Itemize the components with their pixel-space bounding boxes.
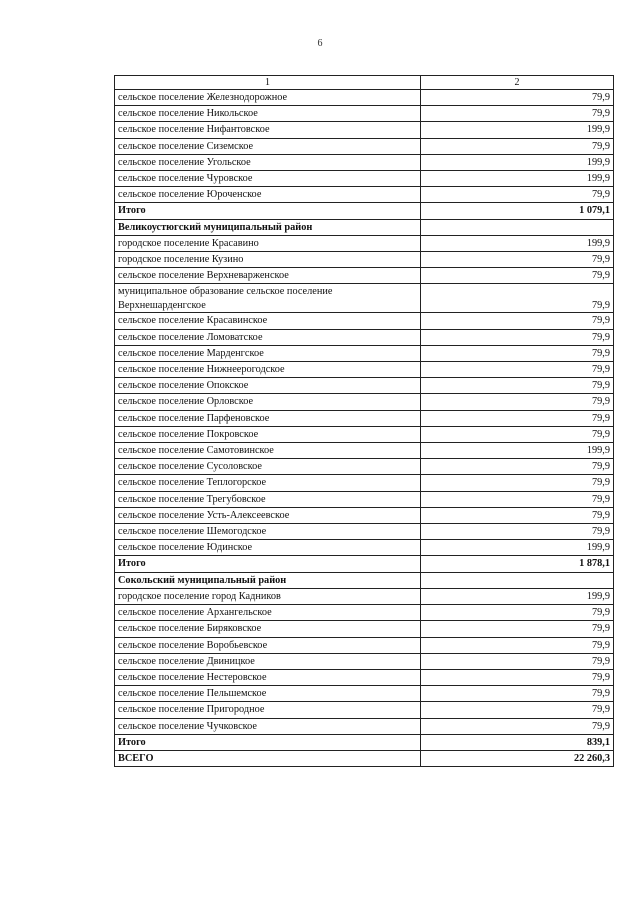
amount-cell: 199,9 [421, 171, 614, 187]
table-row [115, 154, 614, 170]
table-row [115, 653, 614, 669]
settlement-name-cell: сельское поселение Архангельское [115, 605, 421, 621]
table-row [115, 605, 614, 621]
amount-cell: 1 079,1 [421, 203, 614, 219]
amount-cell: 79,9 [421, 669, 614, 685]
settlement-name-cell: сельское поселение Опокское [115, 378, 421, 394]
amount-cell: 79,9 [421, 475, 614, 491]
settlement-name-cell: Итого [115, 556, 421, 572]
settlement-name-cell: Итого [115, 734, 421, 750]
amount-cell: 79,9 [421, 637, 614, 653]
settlement-name-cell: сельское поселение Трегубовское [115, 491, 421, 507]
amount-cell: 79,9 [421, 138, 614, 154]
amount-cell: 199,9 [421, 122, 614, 138]
table-header-row [115, 76, 614, 90]
amount-cell: 79,9 [421, 329, 614, 345]
settlement-name-cell: сельское поселение Угольское [115, 154, 421, 170]
settlement-name-cell: Великоустюгский муниципальный район [115, 219, 421, 235]
table-row [115, 491, 614, 507]
table-row [115, 588, 614, 604]
table-row [115, 122, 614, 138]
settlement-name-cell: городское поселение Красавино [115, 235, 421, 251]
total-row [115, 203, 614, 219]
amount-cell: 1 878,1 [421, 556, 614, 572]
settlement-name-cell: Итого [115, 203, 421, 219]
settlement-name-cell: сельское поселение Нижнеерогодское [115, 362, 421, 378]
amount-cell: 79,9 [421, 268, 614, 284]
settlement-name-cell: сельское поселение Юроченское [115, 187, 421, 203]
settlement-name-cell: сельское поселение Сиземское [115, 138, 421, 154]
amount-cell: 839,1 [421, 734, 614, 750]
amount-cell: 79,9 [421, 621, 614, 637]
settlement-name-cell: сельское поселение Чуровское [115, 171, 421, 187]
table-row [115, 106, 614, 122]
amount-cell: 199,9 [421, 235, 614, 251]
table-row [115, 507, 614, 523]
amount-cell [421, 219, 614, 235]
district-header-row [115, 572, 614, 588]
amount-cell: 79,9 [421, 410, 614, 426]
settlement-name-cell: сельское поселение Пригородное [115, 702, 421, 718]
settlement-name-cell: сельское поселение Усть-Алексеевское [115, 507, 421, 523]
settlement-name-cell: муниципальное образование сельское поселение Верхнешарденгское [115, 284, 421, 313]
table-row [115, 362, 614, 378]
amount-cell: 79,9 [421, 345, 614, 361]
district-header-row [115, 219, 614, 235]
table-row [115, 475, 614, 491]
table-body [115, 76, 614, 767]
settlement-name-cell: сельское поселение Нестеровское [115, 669, 421, 685]
table-row [115, 524, 614, 540]
settlement-name-cell: городское поселение Кузино [115, 252, 421, 268]
amount-cell [421, 572, 614, 588]
settlement-name-cell: сельское поселение Биряковское [115, 621, 421, 637]
table-row [115, 443, 614, 459]
settlement-name-cell: городское поселение город Кадников [115, 588, 421, 604]
amount-cell: 79,9 [421, 252, 614, 268]
settlement-name-cell: сельское поселение Чучковское [115, 718, 421, 734]
table-row [115, 284, 614, 313]
settlement-name-cell: ВСЕГО [115, 750, 421, 766]
settlement-name-cell: сельское поселение Двиницкое [115, 653, 421, 669]
settlement-name-cell: сельское поселение Покровское [115, 426, 421, 442]
settlement-name-cell: сельское поселение Никольское [115, 106, 421, 122]
settlement-name-cell: сельское поселение Верхневарженское [115, 268, 421, 284]
amount-cell: 79,9 [421, 106, 614, 122]
table-row [115, 621, 614, 637]
amount-cell: 79,9 [421, 718, 614, 734]
table-row [115, 686, 614, 702]
amount-cell: 79,9 [421, 426, 614, 442]
column-header-1: 1 [115, 76, 421, 90]
settlement-name-cell: сельское поселение Железнодорожное [115, 90, 421, 106]
table-row [115, 540, 614, 556]
settlement-name-cell: сельское поселение Шемогодское [115, 524, 421, 540]
amount-cell: 79,9 [421, 702, 614, 718]
table-row [115, 187, 614, 203]
amount-cell: 79,9 [421, 313, 614, 329]
settlement-name-cell: сельское поселение Марденгское [115, 345, 421, 361]
amount-cell: 79,9 [421, 90, 614, 106]
amount-cell: 79,9 [421, 605, 614, 621]
total-row [115, 750, 614, 766]
settlement-name-cell: сельское поселение Сусоловское [115, 459, 421, 475]
settlement-name-cell: сельское поселение Воробьевское [115, 637, 421, 653]
amount-cell: 79,9 [421, 507, 614, 523]
settlement-name-cell: сельское поселение Юдинское [115, 540, 421, 556]
settlement-name-cell: сельское поселение Пельшемское [115, 686, 421, 702]
allocation-table [114, 75, 614, 767]
settlement-name-cell: сельское поселение Красавинское [115, 313, 421, 329]
settlement-name-cell: сельское поселение Ломоватское [115, 329, 421, 345]
table-row [115, 329, 614, 345]
amount-cell: 79,9 [421, 284, 614, 313]
amount-cell: 79,9 [421, 362, 614, 378]
amount-cell: 79,9 [421, 187, 614, 203]
table-row [115, 426, 614, 442]
table-row [115, 637, 614, 653]
settlement-name-cell: Сокольский муниципальный район [115, 572, 421, 588]
table-row [115, 268, 614, 284]
table-row [115, 345, 614, 361]
table-row [115, 235, 614, 251]
amount-cell: 199,9 [421, 588, 614, 604]
settlement-name-cell: сельское поселение Нифантовское [115, 122, 421, 138]
table-row [115, 702, 614, 718]
table-row [115, 171, 614, 187]
amount-cell: 79,9 [421, 653, 614, 669]
amount-cell: 199,9 [421, 540, 614, 556]
total-row [115, 734, 614, 750]
column-header-2: 2 [421, 76, 614, 90]
table-row [115, 252, 614, 268]
settlement-name-cell: сельское поселение Орловское [115, 394, 421, 410]
table-row [115, 669, 614, 685]
table-row [115, 459, 614, 475]
table-row [115, 313, 614, 329]
table-row [115, 378, 614, 394]
table-row [115, 718, 614, 734]
amount-cell: 79,9 [421, 394, 614, 410]
amount-cell: 22 260,3 [421, 750, 614, 766]
table-row [115, 394, 614, 410]
settlement-name-cell: сельское поселение Теплогорское [115, 475, 421, 491]
amount-cell: 199,9 [421, 154, 614, 170]
settlement-name-cell: сельское поселение Парфеновское [115, 410, 421, 426]
amount-cell: 199,9 [421, 443, 614, 459]
page-number: 6 [317, 38, 323, 49]
table-row [115, 138, 614, 154]
amount-cell: 79,9 [421, 378, 614, 394]
amount-cell: 79,9 [421, 686, 614, 702]
total-row [115, 556, 614, 572]
amount-cell: 79,9 [421, 491, 614, 507]
amount-cell: 79,9 [421, 524, 614, 540]
amount-cell: 79,9 [421, 459, 614, 475]
settlement-name-cell: сельское поселение Самотовинское [115, 443, 421, 459]
table-row [115, 90, 614, 106]
table-row [115, 410, 614, 426]
